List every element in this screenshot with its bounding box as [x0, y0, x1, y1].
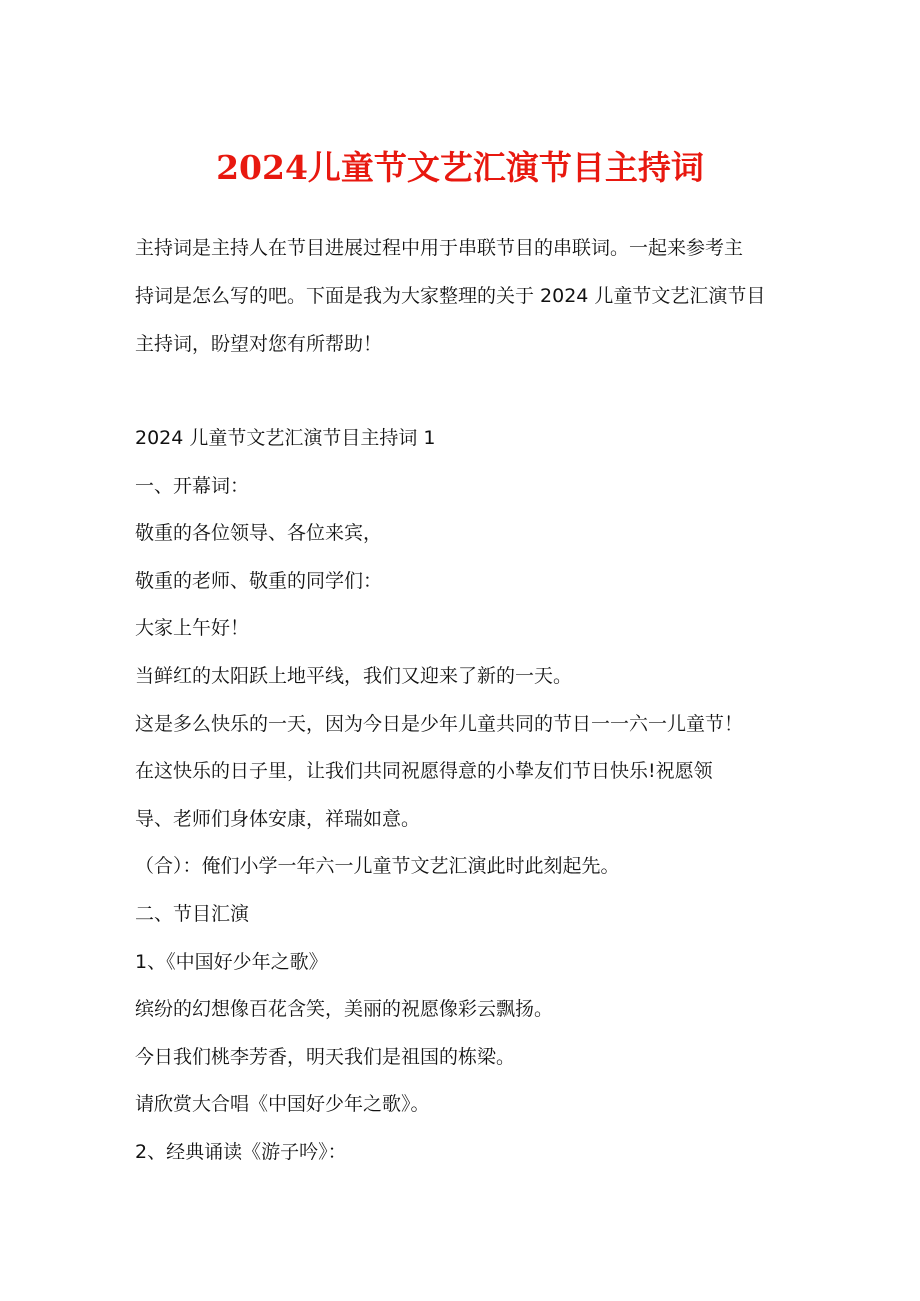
text-line: 敬重的老师、敬重的同学们： — [135, 569, 383, 592]
text-line: 缤纷的幻想像百花含笑，美丽的祝愿像彩云飘扬。 — [135, 998, 554, 1021]
document-title: 2024儿童节文艺汇演节目主持词 — [216, 148, 704, 187]
text-line: 导、老师们身体安康，祥瑞如意。 — [135, 807, 421, 830]
intro-line: 主持词是主持人在节目进展过程中用于串联节目的串联词。一起来参考主 — [135, 237, 744, 259]
program-item-heading: 1、《中国好少年之歌》 — [135, 950, 328, 973]
script-body — [135, 415, 815, 1177]
subsection-heading: 二、节目汇演 — [135, 902, 250, 925]
text-line: 这是多么快乐的一天，因为今日是少年儿童共同的节日一一六一儿童节！ — [135, 712, 744, 735]
text-line: 当鲜红的太阳跃上地平线，我们又迎来了新的一天。 — [135, 664, 573, 687]
text-line: 今日我们桃李芳香，明天我们是祖国的栋梁。 — [135, 1045, 516, 1068]
section-heading: 2024 儿童节文艺汇演节目主持词 1 — [135, 427, 436, 449]
text-line: 敬重的各位领导、各位来宾， — [135, 522, 383, 545]
text-line: 请欣赏大合唱《中国好少年之歌》。 — [135, 1093, 430, 1116]
text-line: （合）：俺们小学一年六一儿童节文艺汇演此时此刻起先。 — [135, 855, 620, 878]
intro-line: 持词是怎么写的吧。下面是我为大家整理的关于 2024 儿童节文艺汇演节目 — [135, 285, 766, 307]
text-line: 在这快乐的日子里，让我们共同祝愿得意的小挚友们节日快乐!祝愿领 — [135, 760, 713, 783]
text-line: 大家上午好！ — [135, 617, 250, 640]
program-item-heading: 2、经典诵读《游子吟》： — [135, 1140, 347, 1163]
intro-line: 主持词，盼望对您有所帮助！ — [135, 333, 383, 355]
subsection-heading: 一、开幕词： — [135, 474, 250, 497]
intro-paragraph — [135, 224, 795, 368]
